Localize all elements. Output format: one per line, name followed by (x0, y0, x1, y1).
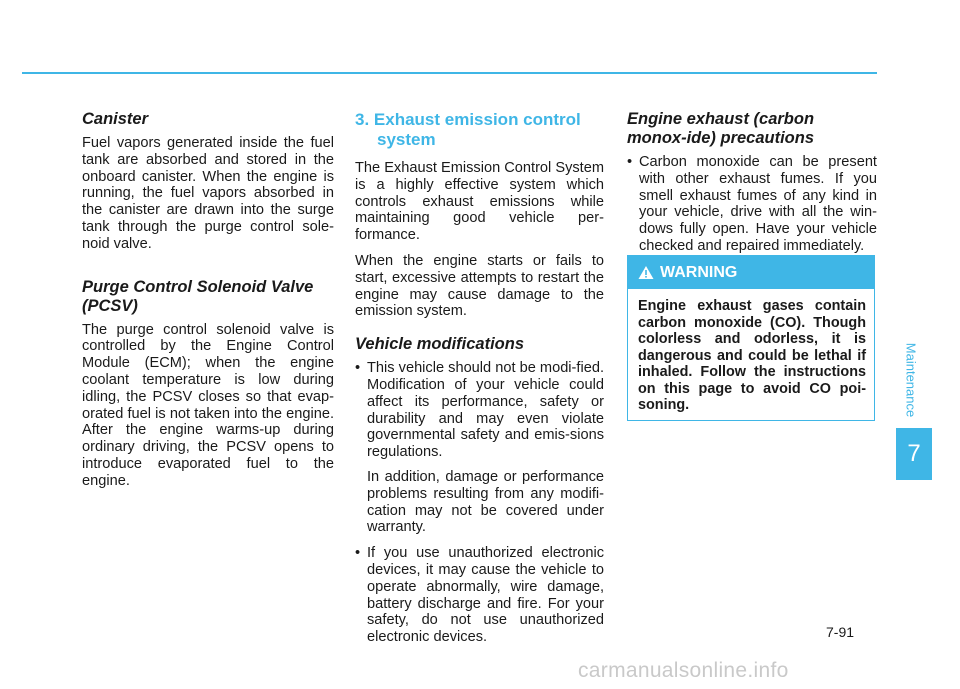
chapter-number: 7 (907, 440, 921, 467)
watermark: carmanualsonline.info (578, 659, 789, 682)
list-item (355, 360, 604, 536)
list-item-text: Carbon monoxide can be present with other exhaust fumes. If you smell exhaust fumes of any kind in your vehicle, drive with all the win-dows fully open. Have your vehicle checked and repaired immediately. (639, 154, 877, 254)
warning-header (628, 256, 874, 289)
column-right (627, 110, 877, 264)
bullet-icon: • (355, 545, 361, 562)
list-item-extra: In addition, damage or performance problems resulting from any modifi-cation may not be covered under warranty. (367, 468, 604, 536)
header-rule (22, 72, 877, 74)
list-item-text: If you use unauthorized electronic devices, it may cause the vehicle to operate abnormally, wire damage, battery discharge and fire. For your safety, do not use unauthorized electronic devices. (367, 545, 604, 646)
warning-triangle-icon (638, 265, 654, 280)
section-heading: 3. Exhaust emission control system (355, 110, 581, 149)
column-middle (355, 110, 604, 655)
warning-label: WARNING (660, 263, 738, 281)
exhaust-heading: Engine exhaust (carbon monox-ide) precautions (627, 110, 815, 147)
modifications-list (355, 360, 604, 646)
section-label-text: Maintenance (903, 342, 919, 418)
pcsv-paragraph: The purge control solenoid valve is controlled by the Engine Control Module (ECM); when the engine coolant temperature is low during idling, the PCSV closes so that evap-orated fuel is not taken into the engine. After the engine warms-up during ordinary driving, the PCSV opens to introduce evaporated fuel to the engine. (82, 321, 334, 489)
warning-text: Engine exhaust gases contain carbon monoxide (CO). Though colorless and odorless, it is dangerous and could be lethal if inhaled. Follow the instructions on this page to avoid CO poi-soning. (638, 298, 866, 413)
modifications-heading: Vehicle modifications (355, 335, 525, 354)
canister-heading: Canister (82, 110, 149, 128)
bullet-icon: • (627, 154, 633, 170)
canister-paragraph: Fuel vapors generated inside the fuel tank are absorbed and stored in the onboard canister. When the engine is running, the fuel vapors absorbed in the canister are drawn into the surge tank through the purge control sole-noid valve. (82, 135, 334, 252)
list-item (355, 545, 604, 646)
list-item-text: This vehicle should not be modi-fied. Modification of your vehicle could affect its performance, safety or durability and may even violate governmental safety and emis-sions regulations. (367, 360, 604, 461)
chapter-tab (896, 428, 932, 480)
bullet-icon: • (355, 360, 361, 377)
column-left (82, 110, 334, 499)
section-side-label (901, 340, 921, 420)
exhaust-list (627, 154, 877, 255)
list-item (627, 154, 877, 255)
emission-paragraph-1: The Exhaust Emission Control System is a highly effective system which controls exhaust emissions while maintaining good vehicle per-formance. (355, 160, 604, 244)
warning-box (627, 255, 875, 421)
page-number: 7-91 (826, 624, 855, 640)
emission-paragraph-2: When the engine starts or fails to start, excessive attempts to restart the engine may cause damage to the emission system. (355, 252, 604, 320)
pcsv-heading: Purge Control Solenoid Valve (PCSV) (82, 277, 314, 315)
